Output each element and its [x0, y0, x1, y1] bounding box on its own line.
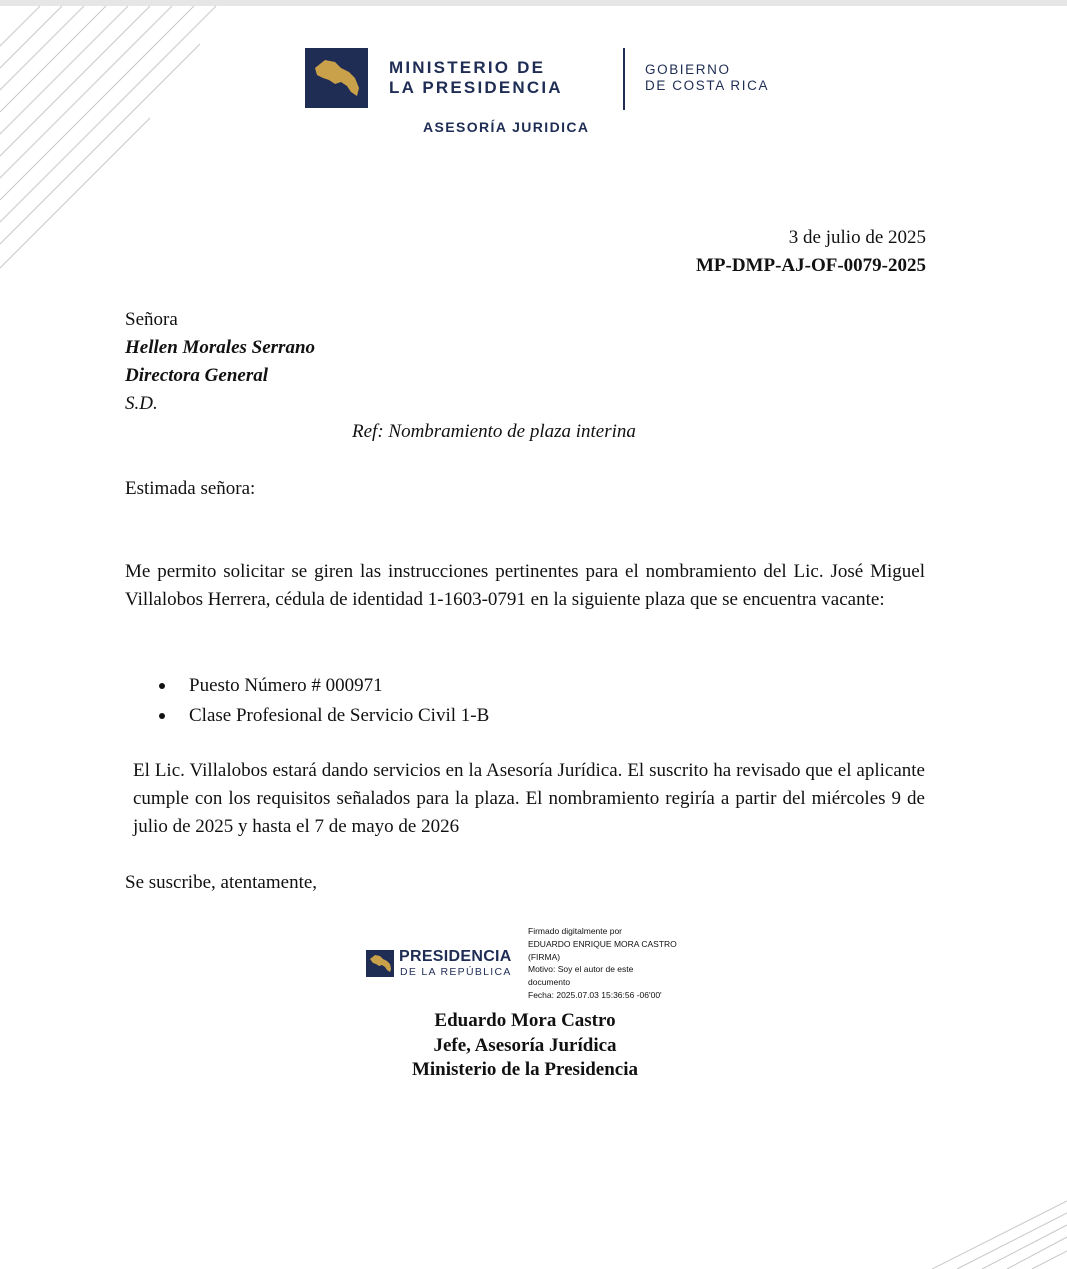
position-list — [155, 671, 489, 731]
presidencia-logo-line2: DE LA REPÚBLICA — [400, 966, 512, 978]
list-item — [155, 701, 489, 731]
body-paragraph-2: El Lic. Villalobos estará dando servicios en la Asesoría Jurídica. El suscrito ha revisado que el aplicante cumple con los requisitos señalados para la plaza. El nombramiento regiría a partir del miércoles 9 de julio de 2025 y hasta el 7 de mayo de 2026 — [133, 760, 925, 837]
gov-line2: DE COSTA RICA — [645, 78, 770, 93]
greeting: Estimada señora: — [125, 478, 256, 499]
letterhead — [305, 48, 805, 148]
header-divider — [623, 48, 625, 110]
government-name — [645, 62, 769, 94]
ministry-name — [389, 58, 563, 98]
costa-rica-map-icon — [305, 48, 368, 108]
list-item-text: Clase Profesional de Servicio Civil 1-B — [189, 705, 490, 726]
list-item-text: Puesto Número # 000971 — [189, 675, 383, 696]
signer-title: Jefe, Asesoría Jurídica — [433, 1034, 617, 1056]
costa-rica-map-icon — [366, 950, 394, 977]
body-paragraph-1: Me permito solicitar se giren las instrucciones pertinentes para el nombramiento del Lic. José Miguel Villalobos Herrera, cédula de identidad 1-1603-0791 en la siguiente plaza que se encuentra vacante: — [125, 561, 925, 610]
signature-meta-line: documento — [528, 977, 571, 988]
digital-signature-info — [528, 925, 698, 1002]
gov-line1: GOBIERNO — [645, 62, 731, 77]
recipient-name: Hellen Morales Serrano — [125, 337, 316, 358]
signature-meta-line: Motivo: Soy el autor de este — [528, 964, 634, 975]
subject-line: Ref: Nombramiento de plaza interina — [352, 421, 636, 442]
signature-meta-line: Firmado digitalmente por — [528, 926, 623, 936]
recipient-sd: S.D. — [125, 393, 158, 414]
bullet-icon — [159, 713, 165, 719]
closing-line: Se suscribe, atentamente, — [125, 872, 318, 893]
reference-number: MP-DMP-AJ-OF-0079-2025 — [695, 255, 926, 276]
signer-name: Eduardo Mora Castro — [434, 1010, 616, 1031]
signature-meta-line: Fecha: 2025.07.03 15:36:56 -06'00' — [528, 989, 662, 1000]
letter-date: 3 de julio de 2025 — [788, 227, 926, 248]
signer-block — [360, 1009, 690, 1083]
ministry-line2: LA PRESIDENCIA — [389, 78, 563, 97]
signer-organization: Ministerio de la Presidencia — [411, 1059, 639, 1080]
recipient-block — [125, 306, 315, 418]
recipient-position: Directora General — [125, 365, 269, 386]
department-name: ASESORÍA JURIDICA — [423, 119, 590, 135]
signature-meta-line: EDUARDO ENRIQUE MORA CASTRO — [528, 938, 677, 949]
bullet-icon — [159, 683, 165, 689]
decorative-lines-top-left — [0, 6, 225, 276]
date-reference-block — [696, 224, 926, 280]
list-item — [155, 671, 489, 701]
recipient-salutation-title: Señora — [125, 309, 178, 330]
presidencia-logo-line1: PRESIDENCIA — [399, 948, 512, 965]
presidencia-logo — [366, 948, 526, 980]
decorative-lines-bottom-right — [932, 1199, 1067, 1269]
signature-meta-line: (FIRMA) — [528, 951, 561, 962]
ministry-line1: MINISTERIO DE — [389, 58, 546, 77]
